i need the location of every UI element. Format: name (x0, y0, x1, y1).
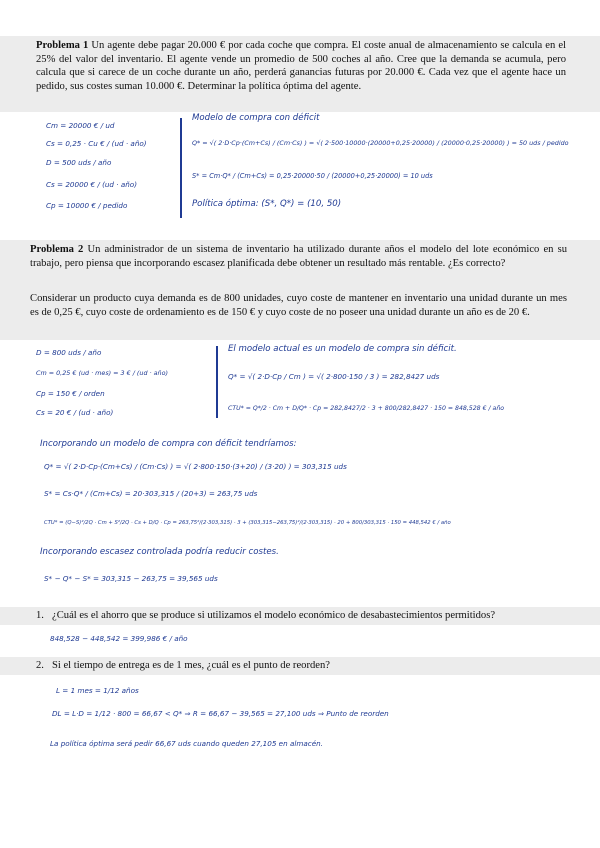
question2-text (36, 659, 576, 673)
notes2-s-minus: S* − Q* − S* = 303,315 − 263,75 = 39,565 uds (44, 574, 218, 583)
question1-num: 1. (36, 610, 44, 621)
problem1-statement (36, 39, 566, 93)
problem2-label: Problema 2 (30, 244, 84, 255)
question2-policy: La política óptima será pedir 66,67 uds cuando queden 27,105 en almacén. (50, 739, 323, 748)
notes1-cp: Cp = 10000 € / pedido (46, 201, 128, 210)
question2-answer-dl: DL = L·D = 1/12 · 800 = 66,67 < Q* ⇒ R = 66,67 − 39,565 = 27,100 uds ⇒ Punto de reorden (52, 709, 389, 718)
notes2-cp: Cp = 150 € / orden (36, 389, 105, 398)
question1-text (36, 609, 596, 623)
question1-body: ¿Cuál es el ahorro que se produce si utilizamos el modelo económico de desabastecimientos permitidos? (52, 610, 496, 621)
notes2-ctu2-line: CTU* = (Q−S)²/2Q · Cm + S²/2Q · Cs + D/Q · Cp = 263,75²/(2·303,315) · 3 + (303,315−263,75)²/(2·303,315) · 20 + 800/303,315 · 150 = 448,542 € / año (44, 520, 451, 526)
notes2-cs: Cs = 20 € / (ud · año) (36, 408, 114, 417)
notes1-d: D = 500 uds / año (46, 158, 112, 167)
notes2-d: D = 800 uds / año (36, 348, 102, 357)
notes1-cs2: Cs = 20000 € / (ud · año) (46, 180, 138, 189)
question2-num: 2. (36, 660, 44, 671)
notes1-cs: Cs = 0,25 · Cu € / (ud · año) (46, 139, 147, 148)
problem2-text: Un administrador de un sistema de inventario ha utilizado durante años el modelo del lote económico en su trabajo, pero piensa que incorporando escasez planificada debe obtener un resultado más rentable. ¿Es correcto? (30, 244, 567, 269)
notes1-divider (180, 118, 182, 218)
problem1-text: Un agente debe pagar 20.000 € por cada coche que compra. El coste anual de almacenamiento se calcula en el 25% del valor del inventario. El agente vende un promedio de 500 coches al año. Cree que la demanda se acumula, pero calcula que si carece de un coche durante un año, perderá ganancias futuras por 20.000 €. Cada vez que el agente hace un pedido, sus costes suman 10.000 €. Determinar la política óptima del agente. (36, 40, 566, 92)
notes2-divider (216, 346, 218, 418)
notes2-cm: Cm = 0,25 € (ud · mes) = 3 € / (ud · año) (36, 369, 168, 377)
notes2-s2-line: S* = Cs·Q* / (Cm+Cs) = 20·303,315 / (20+3) = 263,75 uds (44, 489, 258, 498)
question2-body: Si el tiempo de entrega es de 1 mes, ¿cuál es el punto de reorden? (52, 660, 330, 671)
notes1-title: Modelo de compra con déficit (192, 113, 320, 123)
notes2-q-line: Q* = √( 2·D·Cp / Cm ) = √( 2·800·150 / 3 ) = 282,8427 uds (228, 372, 440, 381)
problem2-statement-2: Considerar un producto cuya demanda es de 800 unidades, cuyo coste de mantener en inventario una unidad durante un mes es de 0,25 €, cuyo coste de ordenamiento es de 150 € y cuyo coste de no poseer una unidad durante un año es de 20 €. (30, 293, 567, 318)
notes1-cm: Cm = 20000 € / ud (46, 121, 115, 130)
question1-answer: 848,528 − 448,542 = 399,986 € / año (50, 634, 188, 643)
problem2-statement (30, 243, 567, 270)
question2-answer-l: L = 1 mes = 1/12 años (56, 686, 139, 695)
notes1-s-formula: S* = Cm·Q* / (Cm+Cs) = 0,25·20000·50 / (20000+0,25·20000) = 10 uds (192, 172, 433, 180)
notes1-q-formula: Q* = √( 2·D·Cp·(Cm+Cs) / (Cm·Cs) ) = √( 2·500·10000·(20000+0,25·20000) / (20000·0,25·20000) ) = 50 uds / pedido (192, 139, 569, 147)
notes2-conclusion: Incorporando escasez controlada podría reducir costes. (40, 547, 279, 557)
notes2-ctu-line: CTU* = Q*/2 · Cm + D/Q* · Cp = 282,8427/2 · 3 + 800/282,8427 · 150 = 848,528 € / año (228, 405, 505, 412)
notes2-q2-line: Q* = √( 2·D·Cp·(Cm+Cs) / (Cm·Cs) ) = √( 2·800·150·(3+20) / (3·20) ) = 303,315 uds (44, 462, 347, 471)
problem1-label: Problema 1 (36, 40, 89, 51)
notes2-inc-title: Incorporando un modelo de compra con déficit tendríamos: (40, 439, 297, 449)
notes2-title: El modelo actual es un modelo de compra sin déficit. (228, 344, 457, 354)
notes1-policy: Política óptima: (S*, Q*) = (10, 50) (192, 199, 342, 209)
